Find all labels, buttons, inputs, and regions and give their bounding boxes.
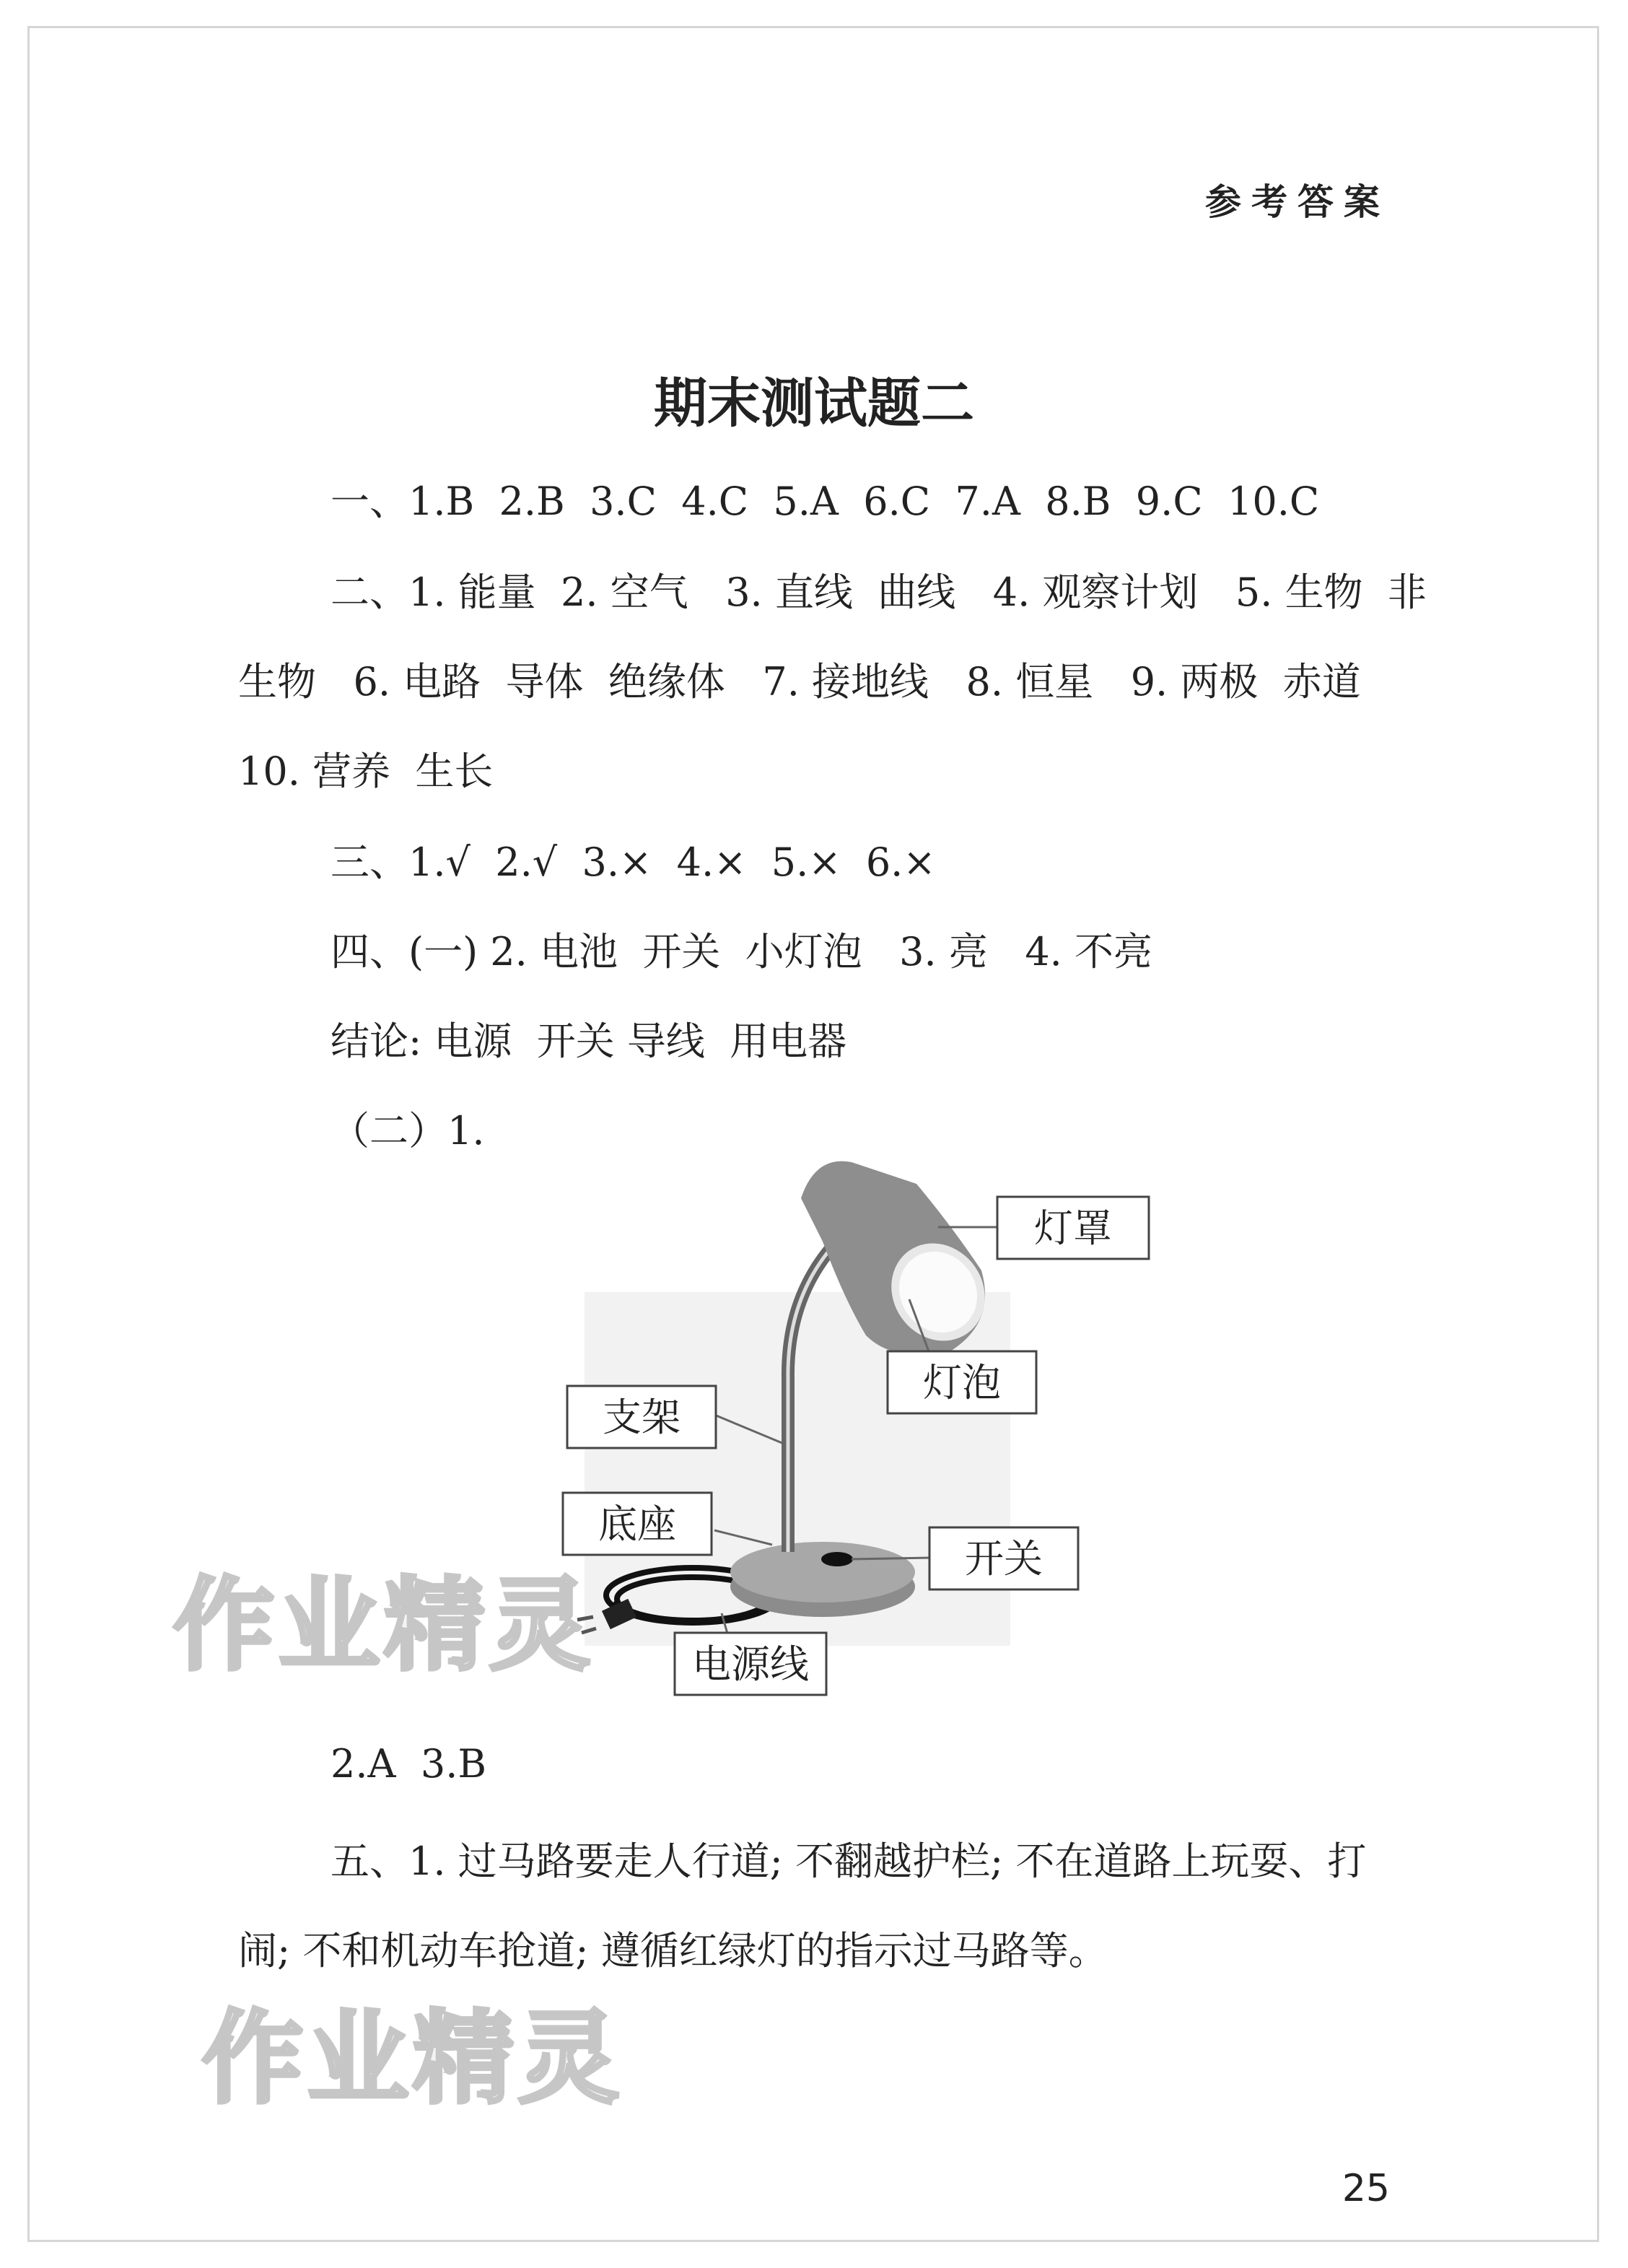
label-bulb: 灯泡 [923, 1360, 1001, 1405]
label-base: 底座 [598, 1501, 676, 1547]
answer-line-2: 二、1. 能量 2. 空气 3. 直线 曲线 4. 观察计划 5. 生物 非 [331, 570, 1427, 615]
answer-line-8: （二）1. [331, 1108, 485, 1153]
answer-line-4: 10. 营养 生长 [238, 749, 494, 794]
page-title: 期末测试题二 [654, 372, 974, 435]
page-number: 25 [1342, 2167, 1390, 2210]
watermark-1: 作业精灵 [173, 1567, 595, 1685]
lamp-base-icon [730, 1542, 915, 1617]
watermark-2: 作业精灵 [202, 2000, 624, 2118]
answer-line-9: 2.A 3.B [331, 1741, 487, 1787]
label-switch: 开关 [965, 1536, 1043, 1582]
answer-line-5: 三、1.√ 2.√ 3.× 4.× 5.× 6.× [331, 839, 936, 885]
section-header: 参考答案 [1205, 181, 1390, 223]
answer-line-11: 闹; 不和机动车抢道; 遵循红绿灯的指示过马路等。 [238, 1928, 1108, 1973]
answer-line-7: 结论: 电源 开关 导线 用电器 [331, 1019, 847, 1064]
answer-line-1: 一、1.B 2.B 3.C 4.C 5.A 6.C 7.A 8.B 9.C 10.C [331, 479, 1320, 524]
switch-knob [821, 1552, 853, 1566]
label-arm: 支架 [603, 1395, 680, 1440]
answer-line-6: 四、(一) 2. 电池 开关 小灯泡 3. 亮 4. 不亮 [331, 929, 1153, 974]
answer-line-10: 五、1. 过马路要走人行道; 不翻越护栏; 不在道路上玩耍、打 [331, 1839, 1367, 1884]
label-shade: 灯罩 [1034, 1205, 1112, 1251]
label-cord: 电源线 [692, 1641, 809, 1687]
answer-line-3: 生物 6. 电路 导体 绝缘体 7. 接地线 8. 恒星 9. 两极 赤道 [238, 659, 1361, 705]
